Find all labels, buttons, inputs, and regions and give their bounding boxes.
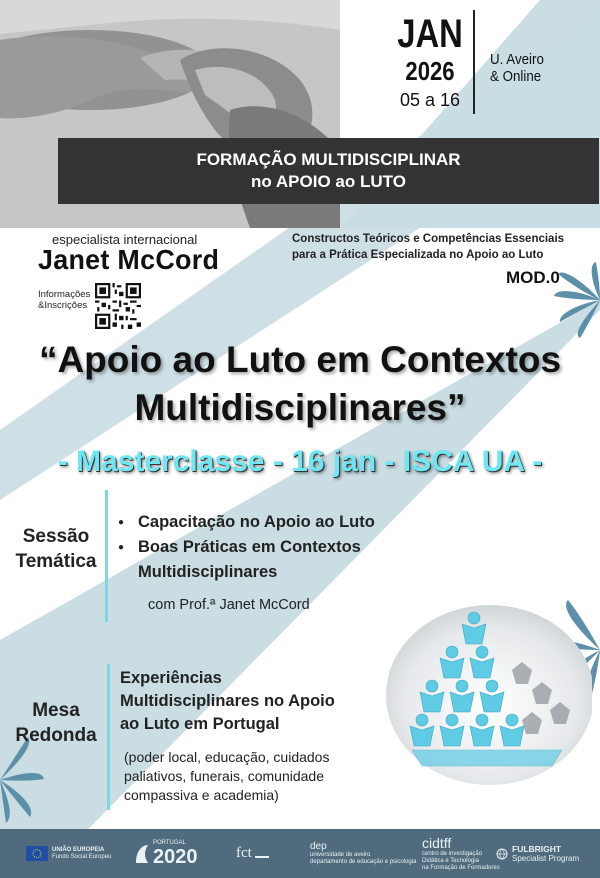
- round-table-label-line-2: Redonda: [15, 725, 97, 746]
- dep-logo-name: dep: [310, 841, 327, 852]
- main-title: [0, 336, 600, 432]
- module-description: [292, 231, 594, 263]
- fulbright-logo: [496, 829, 579, 878]
- fulbright-logo-name: FULBRIGHT: [512, 843, 562, 854]
- date-divider: [473, 10, 475, 114]
- location-line-1: U. Aveiro: [490, 52, 544, 68]
- round-table-title-line: Experiências: [120, 669, 222, 687]
- round-table-label: [10, 698, 102, 748]
- shell-decoration-left: [0, 735, 48, 825]
- eu-logo-sub: Fundo Social Europeu: [52, 853, 112, 860]
- speaker-role: especialista internacional: [52, 232, 198, 247]
- info-label: [38, 289, 90, 311]
- fct-logo-name: fct: [236, 845, 252, 861]
- date-block: [390, 12, 470, 112]
- cidtff-logo-sub1: centro de investigação: [422, 850, 483, 857]
- date-year: 2026: [405, 56, 455, 86]
- info-line-1: Informações: [38, 289, 91, 300]
- fulbright-globe-icon: [496, 848, 508, 860]
- dep-logo: [310, 829, 416, 878]
- masterclass-subtitle: - Masterclasse - 16 jan - ISCA UA -: [57, 445, 543, 478]
- round-table-title-line: Multidisciplinares no Apoio: [120, 692, 335, 710]
- topic-item: ● Capacitação no Apoio ao Luto: [118, 510, 408, 535]
- dep-logo-sub1: universidade de aveiro: [310, 852, 371, 858]
- topic-item-continuation: Multidisciplinares: [138, 563, 278, 581]
- location: [490, 52, 582, 86]
- round-table-label-line-1: Mesa: [32, 700, 80, 721]
- eu-logo: [26, 829, 111, 878]
- session-divider: [105, 490, 108, 622]
- session-presenter: com Prof.ª Janet McCord: [148, 597, 310, 613]
- eu-logo-name: UNIÃO EUROPEIA: [52, 846, 105, 853]
- shell-decoration-top: [552, 260, 600, 340]
- date-days: 05 a 16: [399, 90, 461, 110]
- module-label: MOD.0: [506, 268, 560, 287]
- fct-logo-bar: [255, 856, 269, 858]
- round-table-title: [120, 667, 380, 736]
- eu-flag-icon: [26, 846, 48, 861]
- portugal2020-small: PORTUGAL: [153, 840, 186, 846]
- people-pyramid-illustration: [382, 600, 592, 785]
- fulbright-logo-sub: Specialist Program: [512, 853, 580, 863]
- round-table-divider: [107, 664, 110, 810]
- location-line-2: & Online: [490, 69, 542, 85]
- topic-item: ● Boas Práticas em Contextos: [118, 535, 408, 560]
- dep-logo-sub2: departamento de educação e psicologia: [310, 859, 417, 865]
- main-title-line-1: “Apoio ao Luto em Contextos: [38, 339, 562, 380]
- portugal2020-logo: [134, 829, 198, 878]
- constructs-line-1: Constructos Teóricos e Competências Essenciais: [292, 233, 565, 245]
- cidtff-logo-name: cidtff: [422, 834, 452, 851]
- banner-line-1: FORMAÇÃO MULTIDISCIPLINAR: [196, 150, 461, 169]
- round-table-topics-line: compassiva e academia): [124, 787, 279, 803]
- cidtff-logo: [422, 829, 500, 878]
- round-table-title-line: ao Luto em Portugal: [120, 715, 280, 733]
- session-topics: [118, 510, 408, 585]
- cidtff-logo-sub2: Didática e Tecnologia: [422, 857, 479, 864]
- program-banner: [58, 138, 599, 204]
- portugal2020-mark-icon: [134, 843, 150, 865]
- banner-line-2: no APOIO ao LUTO: [251, 172, 406, 191]
- session-label-line-2: Temática: [15, 551, 97, 572]
- info-line-2: &Inscrições: [38, 300, 88, 311]
- cidtff-logo-sub3: na Formação de Formadores: [422, 864, 500, 871]
- qr-code[interactable]: [95, 283, 141, 329]
- round-table-topics: [124, 748, 364, 805]
- session-label: [10, 524, 102, 574]
- footer-logos: [0, 829, 600, 878]
- session-label-line-1: Sessão: [22, 526, 90, 547]
- date-month: JAN: [397, 12, 463, 56]
- round-table-topics-line: paliativos, funerais, comunidade: [124, 768, 325, 784]
- speaker-name: Janet McCord: [38, 244, 220, 275]
- constructs-line-2: para a Prática Especializada no Apoio ao Luto: [292, 249, 544, 261]
- portugal2020-big: 2020: [153, 846, 198, 868]
- fct-logo: [236, 829, 269, 878]
- round-table-topics-line: (poder local, educação, cuidados: [124, 749, 330, 765]
- main-title-line-2: Multidisciplinares”: [134, 387, 466, 428]
